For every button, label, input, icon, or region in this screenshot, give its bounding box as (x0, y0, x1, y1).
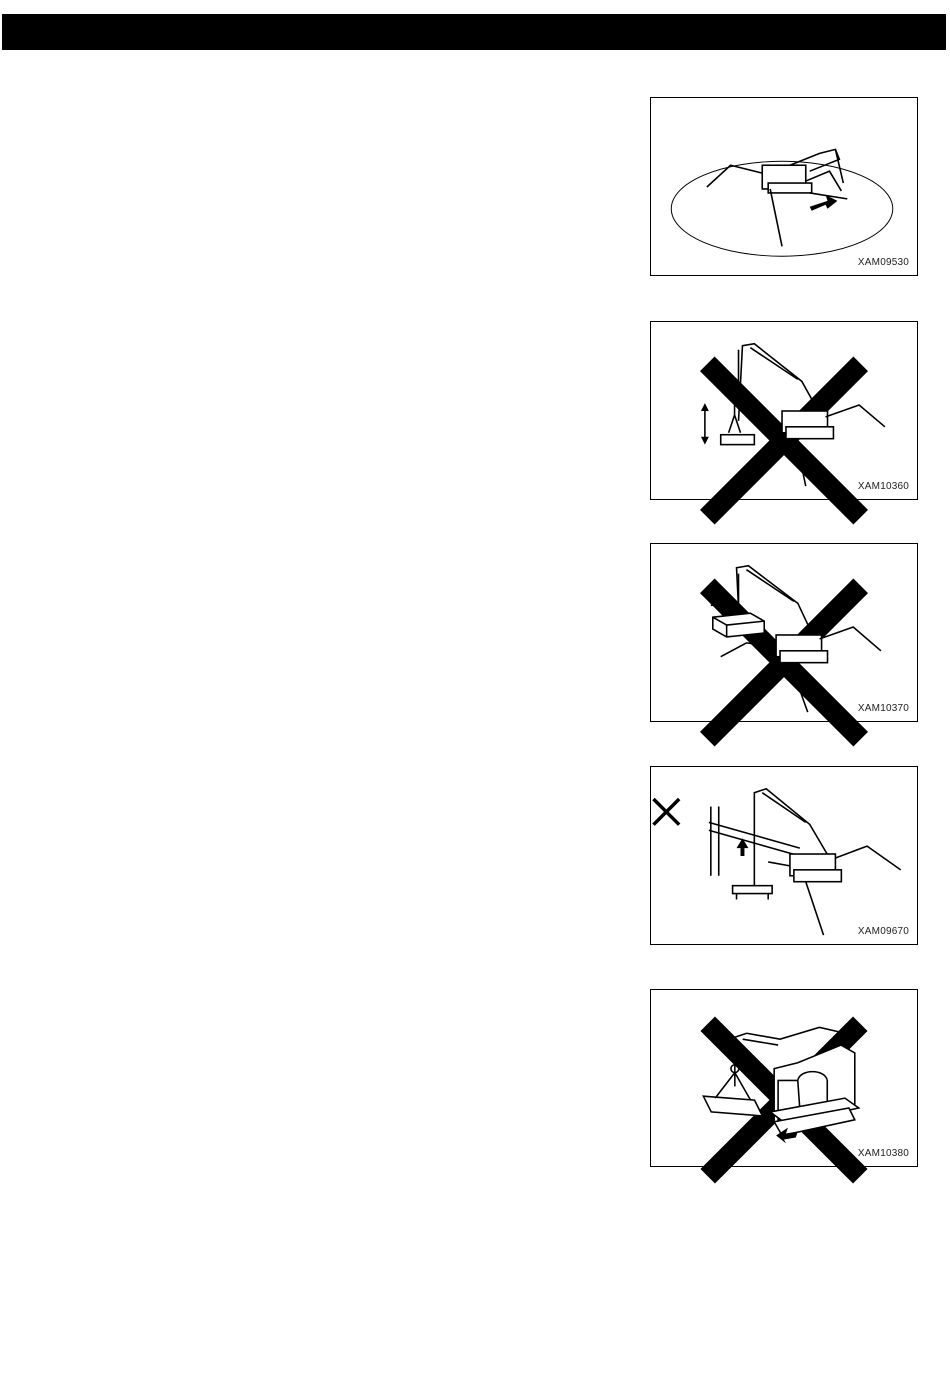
crane-dragging-load-icon (651, 544, 917, 721)
figure-code: XAM10380 (857, 1148, 909, 1159)
figure-no-pulling-load (650, 766, 918, 945)
figure-code: XAM10360 (857, 481, 909, 492)
figure-code: XAM10370 (857, 703, 909, 714)
section-header-bar (2, 14, 946, 50)
crane-travelling-with-load-icon (651, 990, 917, 1166)
figure-code: XAM09530 (857, 257, 909, 268)
figure-no-lifting-person (650, 321, 918, 500)
figure-no-travelling-with-load (650, 989, 918, 1167)
crane-pulling-load-icon (651, 767, 917, 944)
figure-no-dragging-load (650, 543, 918, 722)
crane-slewing-icon (651, 98, 917, 275)
crane-lifting-person-icon (651, 322, 917, 499)
figure-crane-slewing (650, 97, 918, 276)
figure-code: XAM09670 (857, 926, 909, 937)
